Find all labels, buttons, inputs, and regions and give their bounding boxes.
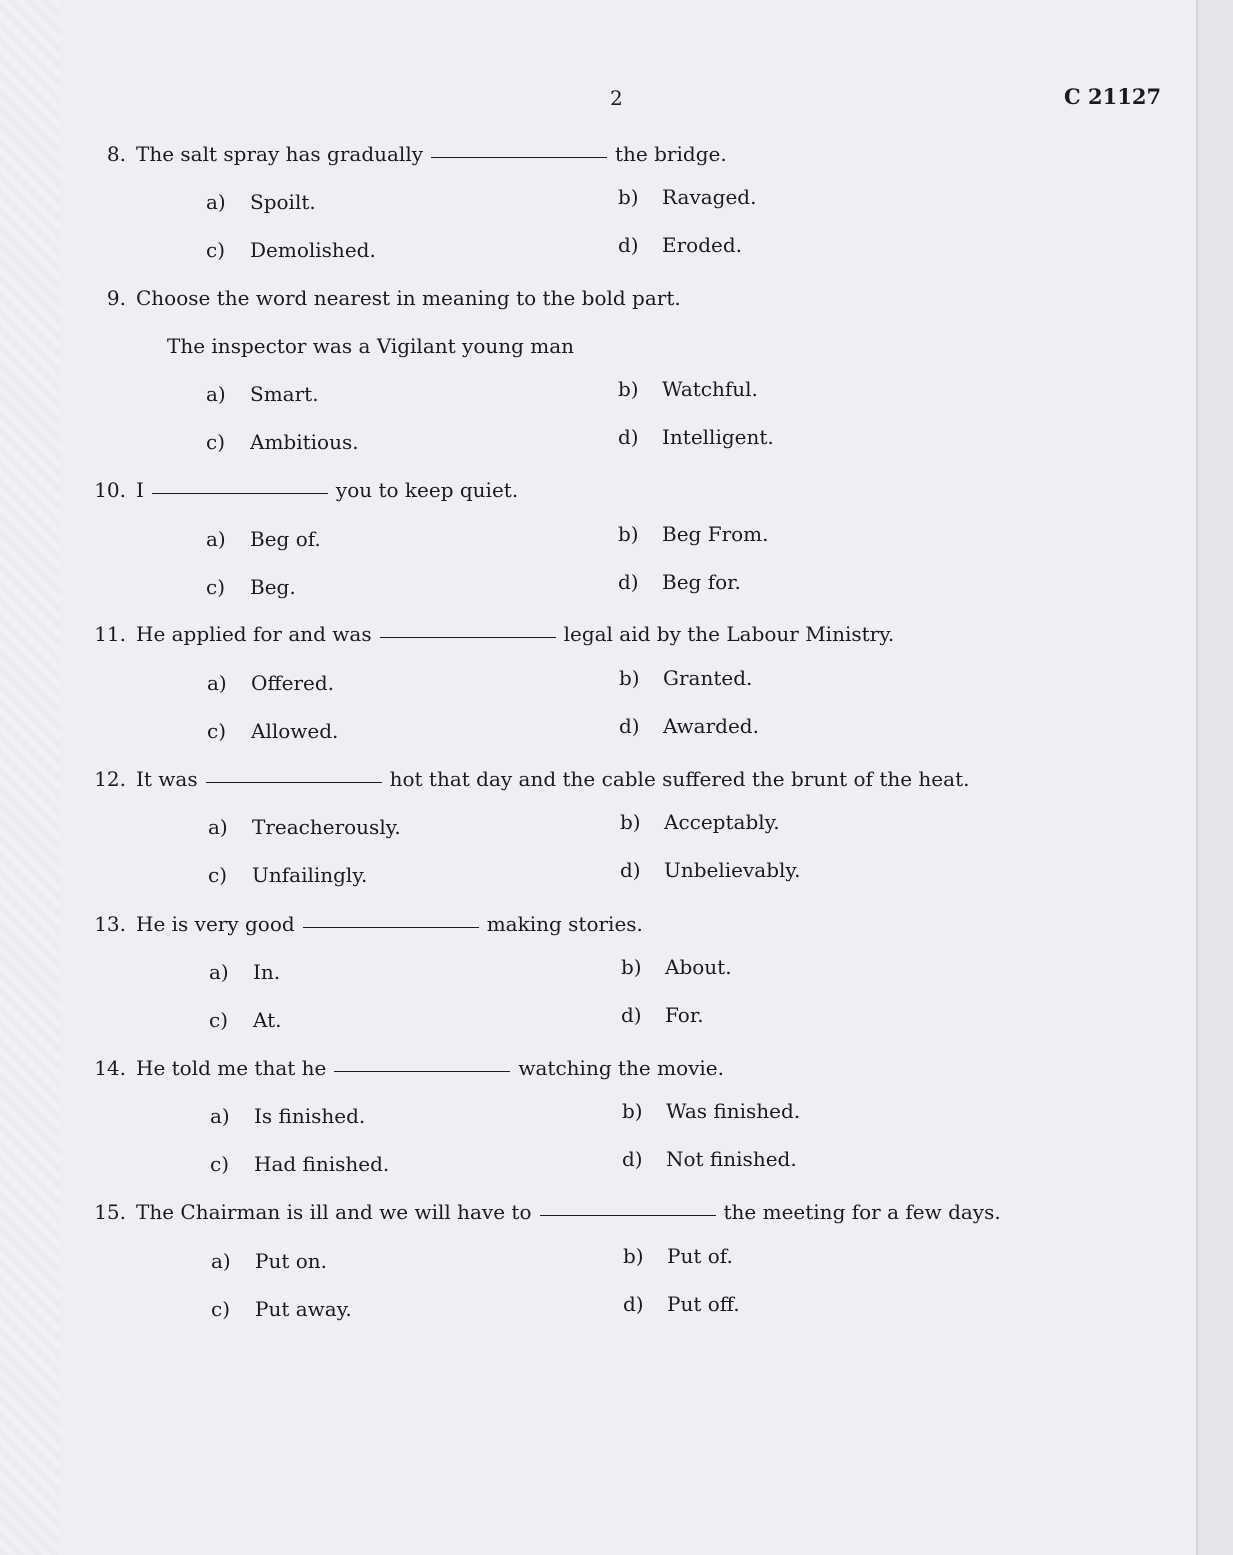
question-9 — [84, 286, 681, 310]
option-b — [620, 810, 780, 834]
option-b — [622, 1099, 800, 1123]
question-number: 12. — [94, 767, 126, 791]
question-15 — [84, 1200, 1001, 1224]
question-number: 10. — [94, 478, 126, 502]
answer-blank — [303, 927, 479, 928]
question-8 — [84, 142, 727, 166]
option-label: d) — [620, 858, 641, 882]
option-label: a) — [208, 815, 228, 839]
option-label: c) — [209, 1008, 229, 1032]
option-c — [210, 1152, 389, 1176]
question-text-before: The salt spray has gradually — [136, 142, 424, 166]
option-b — [618, 185, 756, 209]
question-text-after: legal aid by the Labour Ministry. — [563, 622, 895, 646]
option-label: c) — [211, 1297, 231, 1321]
option-label: a) — [207, 671, 227, 695]
option-a — [206, 382, 319, 406]
option-label: d) — [619, 714, 640, 738]
option-text: Beg for. — [662, 570, 741, 594]
option-label: c) — [207, 719, 227, 743]
option-label: b) — [621, 955, 642, 979]
option-b — [619, 666, 752, 690]
question-sentence: The inspector was a Vigilant young man — [167, 334, 575, 358]
option-text: Granted. — [663, 666, 753, 690]
answer-blank — [540, 1215, 716, 1216]
option-text: Unfailingly. — [252, 863, 368, 887]
option-label: a) — [206, 382, 226, 406]
option-label: b) — [622, 1099, 643, 1123]
option-text: Acceptably. — [664, 810, 780, 834]
option-text: Smart. — [250, 382, 319, 406]
option-c — [207, 719, 338, 743]
option-text: Put on. — [255, 1249, 328, 1273]
option-label: b) — [618, 522, 639, 546]
option-text: About. — [665, 955, 732, 979]
option-text: Is finished. — [254, 1104, 366, 1128]
option-text: Not finished. — [666, 1147, 797, 1171]
paper-edge-texture — [0, 0, 60, 1555]
option-text: Put of. — [667, 1244, 733, 1268]
option-text: Had finished. — [254, 1152, 390, 1176]
option-text: Demolished. — [250, 238, 376, 262]
option-d — [618, 425, 774, 449]
option-text: Beg of. — [250, 527, 321, 551]
option-a — [208, 815, 401, 839]
option-text: Ravaged. — [662, 185, 757, 209]
answer-blank — [380, 637, 556, 638]
question-text-after: hot that day and the cable suffered the brunt of the heat. — [389, 767, 970, 791]
option-c — [206, 575, 296, 599]
option-label: d) — [623, 1292, 644, 1316]
answer-blank — [152, 493, 328, 494]
option-c — [211, 1297, 352, 1321]
question-text-before: It was — [136, 767, 198, 791]
option-text: Put away. — [255, 1297, 352, 1321]
option-b — [618, 377, 758, 401]
question-text-before: He told me that he — [136, 1056, 327, 1080]
exam-code: C 21127 — [1064, 84, 1162, 109]
option-label: a) — [209, 960, 229, 984]
question-10 — [84, 478, 518, 502]
option-label: b) — [618, 377, 639, 401]
option-a — [206, 527, 321, 551]
option-text: In. — [253, 960, 281, 984]
option-label: c) — [206, 238, 226, 262]
option-text: Spoilt. — [250, 190, 316, 214]
option-text: Intelligent. — [662, 425, 774, 449]
option-label: d) — [618, 233, 639, 257]
question-number: 14. — [94, 1056, 126, 1080]
option-c — [206, 430, 359, 454]
option-c — [208, 863, 367, 887]
option-a — [207, 671, 334, 695]
option-label: d) — [618, 425, 639, 449]
option-label: a) — [206, 190, 226, 214]
option-label: d) — [621, 1003, 642, 1027]
question-text-after: the meeting for a few days. — [723, 1200, 1001, 1224]
answer-blank — [206, 782, 382, 783]
option-d — [618, 570, 741, 594]
option-d — [620, 858, 800, 882]
option-text: Treacherously. — [252, 815, 401, 839]
option-b — [618, 522, 769, 546]
question-text-before: The Chairman is ill and we will have to — [136, 1200, 532, 1224]
question-text-after: making stories. — [486, 912, 643, 936]
question-text-before: He applied for and was — [136, 622, 372, 646]
option-text: Watchful. — [662, 377, 758, 401]
question-text-before: He is very good — [136, 912, 295, 936]
option-text: Allowed. — [251, 719, 339, 743]
option-a — [209, 960, 280, 984]
option-label: d) — [622, 1147, 643, 1171]
option-text: For. — [665, 1003, 704, 1027]
option-text: Awarded. — [663, 714, 759, 738]
option-text: Unbelievably. — [664, 858, 801, 882]
option-text: Put off. — [667, 1292, 740, 1316]
option-label: b) — [619, 666, 640, 690]
question-text-before: Choose the word nearest in meaning to the bold part. — [136, 286, 681, 310]
option-label: a) — [206, 527, 226, 551]
question-14 — [84, 1056, 724, 1080]
answer-blank — [431, 157, 607, 158]
option-d — [622, 1147, 797, 1171]
question-13 — [84, 912, 643, 936]
answer-blank — [334, 1071, 510, 1072]
option-a — [210, 1104, 365, 1128]
question-text-after: you to keep quiet. — [335, 478, 519, 502]
question-number: 11. — [94, 622, 126, 646]
option-text: Was finished. — [666, 1099, 801, 1123]
option-d — [623, 1292, 740, 1316]
option-a — [206, 190, 316, 214]
question-number: 13. — [94, 912, 126, 936]
option-d — [619, 714, 759, 738]
option-c — [209, 1008, 282, 1032]
option-label: b) — [623, 1244, 644, 1268]
option-text: Eroded. — [662, 233, 742, 257]
option-label: c) — [206, 575, 226, 599]
option-label: c) — [208, 863, 228, 887]
question-number: 8. — [106, 142, 126, 166]
page-number: 2 — [610, 86, 623, 110]
option-text: Beg. — [250, 575, 296, 599]
option-label: d) — [618, 570, 639, 594]
option-label: a) — [210, 1104, 230, 1128]
option-label: c) — [210, 1152, 230, 1176]
option-d — [618, 233, 742, 257]
option-label: b) — [620, 810, 641, 834]
question-12 — [84, 767, 969, 791]
option-label: c) — [206, 430, 226, 454]
question-11 — [84, 622, 894, 646]
question-text-after: watching the movie. — [518, 1056, 724, 1080]
option-text: At. — [253, 1008, 282, 1032]
option-text: Offered. — [251, 671, 334, 695]
option-a — [211, 1249, 327, 1273]
question-text-before: I — [136, 478, 144, 502]
option-label: a) — [211, 1249, 231, 1273]
option-text: Ambitious. — [250, 430, 359, 454]
question-text-after: the bridge. — [615, 142, 727, 166]
option-b — [621, 955, 732, 979]
question-number: 9. — [106, 286, 126, 310]
option-b — [623, 1244, 733, 1268]
option-d — [621, 1003, 704, 1027]
question-number: 15. — [94, 1200, 126, 1224]
option-c — [206, 238, 376, 262]
option-label: b) — [618, 185, 639, 209]
option-text: Beg From. — [662, 522, 769, 546]
